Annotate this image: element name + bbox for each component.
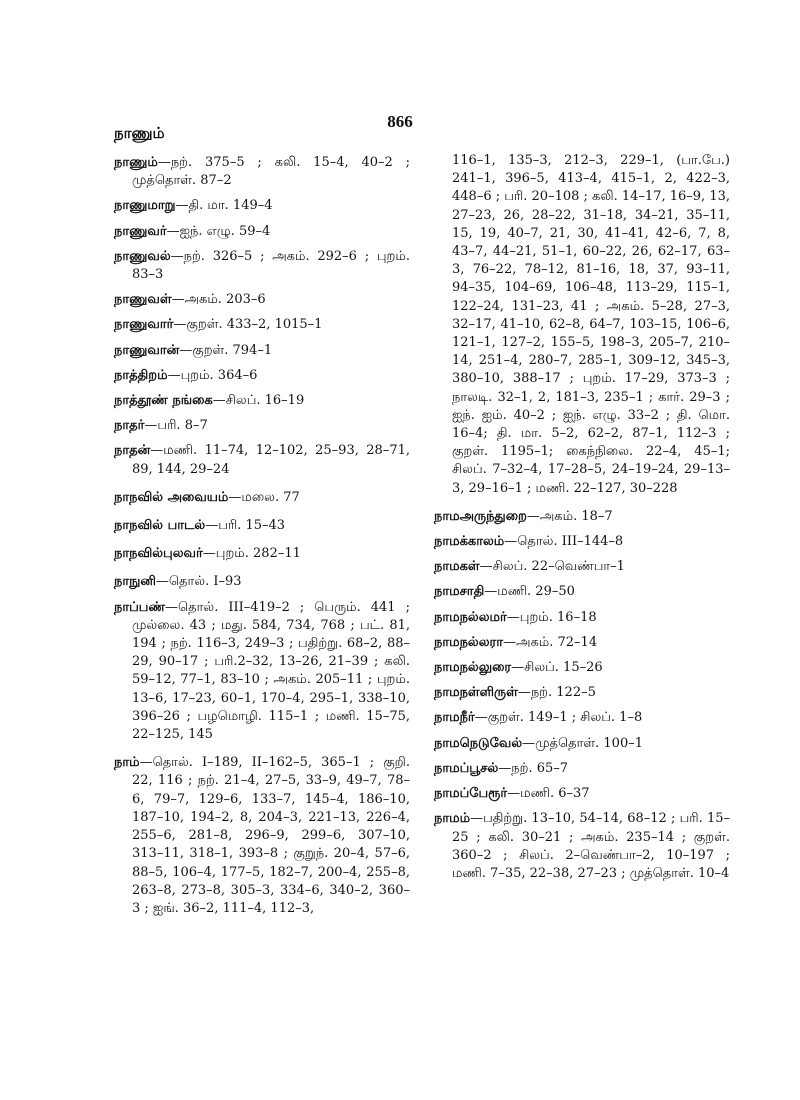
index-entry xyxy=(434,659,730,677)
entry-references: —அகம். 72–14 xyxy=(503,634,598,650)
entry-references: —தொல். III–144–8 xyxy=(504,534,624,550)
page-number: 866 xyxy=(387,112,413,131)
entry-headword: நாமகள் xyxy=(434,559,480,575)
index-entry xyxy=(114,342,410,360)
index-entry xyxy=(114,489,410,507)
entry-headword: நாணும் xyxy=(114,155,158,170)
entry-headword: நாமநீர் xyxy=(434,710,475,726)
index-entry xyxy=(114,392,410,410)
index-entry xyxy=(434,533,730,551)
entry-references: —மணி. 6–37 xyxy=(507,786,590,802)
index-entry xyxy=(114,517,410,535)
entry-references: —ஐந். எழு. 59–4 xyxy=(166,223,271,239)
entry-references: —பரி. 8–7 xyxy=(144,418,208,434)
entry-references: —தொல். I–189, II–162–5, 365–1 ; குறி. 22, 116 ; நற். 21–4, 27–5, 33–9, 49–7, 78–6, 79–7, 129–6, 133–7, 145–4, 186–10, 187–10, 194–2, 8, 204–3, 221–13, 226–4, 255–6, 281–8, 296–9, 299–6, 307–10, 313–11, 318–1, 393–8 ; குறுந். 20–4, 57–6, 88–5, 106–4, 177–5, 182–7, 200–4, 255–8, 263–8, 273–8, 305–3, 334–6, 340–2, 360–3 ; ஐங். 36–2, 111–4, 112–3, xyxy=(132,755,410,916)
index-entry xyxy=(434,634,730,652)
entry-references: —முத்தொள். 100–1 xyxy=(522,735,643,751)
entry-headword: நாநவில் அவையம் xyxy=(114,489,229,505)
index-entry xyxy=(114,223,410,241)
index-entry xyxy=(114,367,410,385)
entry-headword: நாத்திறம் xyxy=(114,367,168,383)
index-entry xyxy=(434,735,730,753)
entry-headword: நாமநல்லமர் xyxy=(434,609,507,625)
entry-headword: நாணுவர் xyxy=(114,223,167,239)
entry-references: —மலை. 77 xyxy=(228,489,300,505)
entry-headword: நாநவில் பாடல் xyxy=(114,518,206,534)
entry-references: —தொல். I–93 xyxy=(155,574,242,590)
index-entry xyxy=(114,248,410,284)
index-entry xyxy=(114,154,410,190)
entry-headword: நாமஅருந்துறை xyxy=(434,508,527,524)
index-entry xyxy=(434,810,730,883)
entry-references: —குறள். 433–2, 1015–1 xyxy=(173,317,323,333)
index-entry xyxy=(114,442,410,478)
index-entry xyxy=(114,417,410,435)
entry-references: —மணி. 29–50 xyxy=(484,584,575,600)
index-entry xyxy=(114,573,410,591)
entry-headword: நாமநெடுவேல் xyxy=(434,735,523,751)
entry-headword: நாணுவார் xyxy=(114,317,174,333)
entry-headword: நாணுவல் xyxy=(114,248,171,264)
index-entry xyxy=(434,760,730,778)
entry-references: —சிலப். 15–26 xyxy=(511,660,603,676)
entry-references: —புறம். 364–6 xyxy=(167,367,258,383)
entry-references: —நற். 122–5 xyxy=(517,685,596,701)
entry-headword: நாநுனி xyxy=(114,574,156,590)
entry-headword: நாமநள்ளிருள் xyxy=(434,685,518,701)
entry-references: —நற். 375–5 ; கலி. 15–4, 40–2 ; முத்தொள். 87–2 xyxy=(132,155,410,189)
entry-references: —பரி. 15–43 xyxy=(205,518,286,534)
entry-references: —புறம். 16–18 xyxy=(506,609,597,625)
index-entry xyxy=(434,609,730,627)
index-entry xyxy=(114,599,410,745)
index-entry xyxy=(114,754,410,918)
entry-references: —நற். 65–7 xyxy=(498,760,569,776)
entry-headword: நாம் xyxy=(114,755,140,771)
entry-references: —குறள். 794–1 xyxy=(179,342,273,358)
entry-references: —தி. மா. 149–4 xyxy=(175,198,273,214)
entry-references: —அகம். 18–7 xyxy=(526,508,613,524)
entry-references: —பதிற்று. 13–10, 54–14, 68–12 ; பரி. 15–25 ; கலி. 30–21 ; அகம். 235–14 ; குறள். 360–2 ; சிலப். 2–வெண்பா–2, 10–197 ; மணி. 7–35, 22–38, 27–23 ; முத்தொள். 10–4 xyxy=(452,811,730,881)
entry-references: —சிலப். 16–19 xyxy=(212,393,305,409)
entry-headword: நாணுவான் xyxy=(114,342,180,358)
entry-references: —நற். 326–5 ; அகம். 292–6 ; புறம். 83–3 xyxy=(132,248,410,283)
entry-references: —தொல். III–419–2 ; பெரும். 441 ; முல்லை. 43 ; மது. 584, 734, 768 ; பட். 81, 194 ; நற். 116–3, 249–3 ; பதிற்று. 68–2, 88–29, 90–17 ; பரி.2–32, 13–26, 21–39 ; கலி. 59–12, 77–1, 83–10 ; அகம். 205–11 ; புறம். 13–6, 17–23, 60–1, 170–4, 295–1, 338–10, 396–26 ; பழமொழி. 115–1 ; மணி. 15–75, 22–125, 145 xyxy=(132,599,410,743)
entry-headword: நாமம் xyxy=(434,811,471,827)
entry-references: —அகம். 203–6 xyxy=(171,292,266,308)
index-entry xyxy=(114,545,410,563)
entry-headword: நாணுவள் xyxy=(114,292,172,308)
entry-references: —புறம். 282–11 xyxy=(202,546,301,562)
index-entry xyxy=(434,508,730,526)
entry-headword: நாமசாதி xyxy=(434,584,485,600)
index-entry xyxy=(434,684,730,702)
index-entry xyxy=(114,291,410,309)
entry-headword: நாமநல்லரா xyxy=(434,634,504,650)
left-column xyxy=(114,154,410,925)
entry-headword: நாமப்பேரூர் xyxy=(434,786,508,802)
entry-headword: நாத்தூண் நங்கை xyxy=(114,393,213,409)
index-entry xyxy=(114,197,410,215)
index-entry xyxy=(434,709,730,727)
entry-headword: நாதர் xyxy=(114,418,145,434)
entry-headword: நாமப்பூசல் xyxy=(434,760,499,776)
index-entry xyxy=(114,316,410,334)
index-entry xyxy=(434,583,730,601)
running-header-word: நாணும் xyxy=(114,124,165,142)
entry-continuation: 116–1, 135–3, 212–3, 229–1, (பா.பே.) 241–1, 396–5, 413–4, 415–1, 2, 422–3, 448–6 ; பரி. 20–108 ; கலி. 14–17, 16–9, 13, 27–23, 26, 28–22, 31–18, 34–21, 35–11, 15, 19, 40–7, 21, 30, 41–41, 42–6, 7, 8, 43–7, 44–21, 51–1, 60–22, 26, 62–17, 63–3, 76–22, 78–12, 81–16, 18, 37, 93–11, 94–35, 104–69, 106–48, 113–29, 115–1, 122–24, 131–23, 41 ; அகம். 5–28, 27–3, 32–17, 41–10, 62–8, 64–7, 103–15, 106–6, 121–1, 127–2, 155–5, 198–3, 205–7, 210–14, 251–4, 280–7, 285–1, 309–12, 345–3, 380–10, 388–17 ; புறம். 17–29, 373–3 ; நாலடி. 32–1, 2, 181–3, 235–1 ; கார். 29–3 ; ஐந். ஐம். 40–2 ; ஐந். எழு. 33–2 ; தி. மொ. 16–4; தி. மா. 5–2, 62–2, 87–1, 112–3 ; குறள். 1195–1; கைந்நிலை. 22–4, 45–1; சிலப். 7–32–4, 17–28–5, 24–19–24, 29–13–3, 29–16–1 ; மணி. 22–127, 30–228 xyxy=(452,153,730,496)
entry-headword: நாமக்காலம் xyxy=(434,534,505,550)
entry-headword: நாநவில்புலவர் xyxy=(114,546,203,562)
entry-references: —சிலப். 22–வெண்பா–1 xyxy=(479,559,625,575)
entry-references: —மணி. 11–74, 12–102, 25–93, 28–71, 89, 144, 29–24 xyxy=(132,443,410,477)
entry-headword: நாணுமாறு xyxy=(114,198,176,214)
index-entry xyxy=(434,785,730,803)
right-column xyxy=(434,152,730,890)
index-entry xyxy=(434,558,730,576)
entry-headword: நாதன் xyxy=(114,443,151,459)
entry-headword: நாப்பண் xyxy=(114,599,166,615)
entry-headword: நாமநல்லுரை xyxy=(434,660,512,676)
entry-references: —குறள். 149–1 ; சிலப். 1–8 xyxy=(474,710,643,726)
